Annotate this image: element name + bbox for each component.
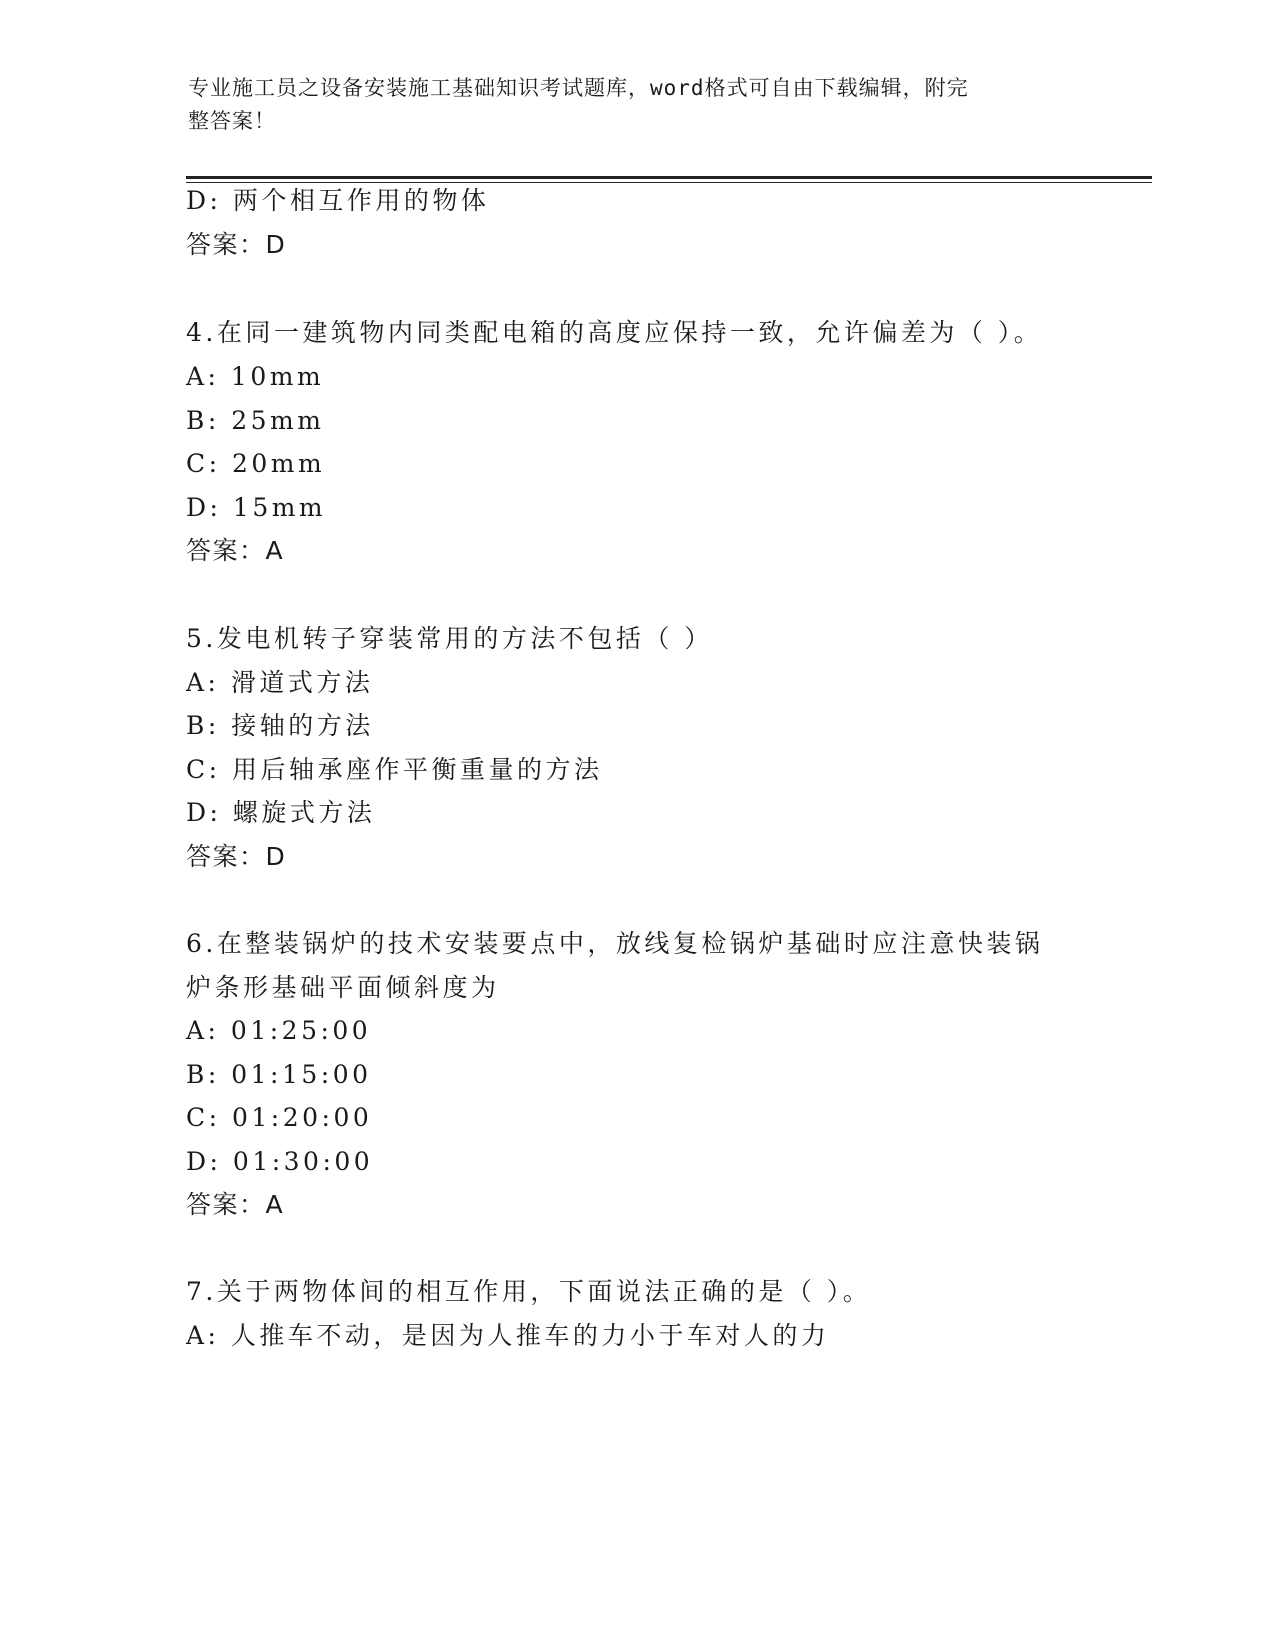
header-title-line-1: 专业施工员之设备安装施工基础知识考试题库，word格式可自由下载编辑，附完: [188, 76, 969, 100]
q3-answer: 答案：D: [186, 230, 287, 259]
header-divider-thin: [186, 182, 1152, 183]
q5-option-a: A: 滑道式方法: [186, 668, 374, 697]
q4-answer: 答案：A: [186, 536, 285, 565]
q4-option-b: B: 25mm: [186, 406, 325, 435]
q5-answer: 答案：D: [186, 842, 287, 871]
q6-option-c: C: 01:20:00: [186, 1103, 373, 1132]
document-header: [188, 72, 1088, 138]
q6-option-b: B: 01:15:00: [186, 1060, 372, 1089]
q5-option-b: B: 接轴的方法: [186, 711, 374, 740]
q4-stem: 4.在同一建筑物内同类配电箱的高度应保持一致，允许偏差为（ ）。: [186, 318, 1043, 347]
q4-option-a: A: 10mm: [186, 362, 325, 391]
q7-stem: 7.关于两物体间的相互作用，下面说法正确的是（ ）。: [186, 1277, 872, 1306]
q5-stem: 5.发电机转子穿装常用的方法不包括（ ）: [186, 624, 713, 653]
q6-option-a: A: 01:25:00: [186, 1016, 372, 1045]
q4-option-d: D: 15mm: [186, 493, 327, 522]
q3-option-d: D: 两个相互作用的物体: [186, 186, 490, 215]
q5-option-d: D: 螺旋式方法: [186, 798, 376, 827]
header-title-line-2: 整答案！: [188, 109, 276, 133]
header-divider-thick: [186, 176, 1152, 179]
q7-option-a: A: 人推车不动，是因为人推车的力小于车对人的力: [186, 1321, 830, 1350]
q4-option-c: C: 20mm: [186, 449, 326, 478]
q6-answer: 答案：A: [186, 1190, 285, 1219]
q6-stem-line-2: 炉条形基础平面倾斜度为: [186, 973, 500, 1002]
q6-option-d: D: 01:30:00: [186, 1147, 374, 1176]
q6-stem-line-1: 6.在整装锅炉的技术安装要点中，放线复检锅炉基础时应注意快装锅: [186, 929, 1044, 958]
q5-option-c: C: 用后轴承座作平衡重量的方法: [186, 755, 603, 784]
